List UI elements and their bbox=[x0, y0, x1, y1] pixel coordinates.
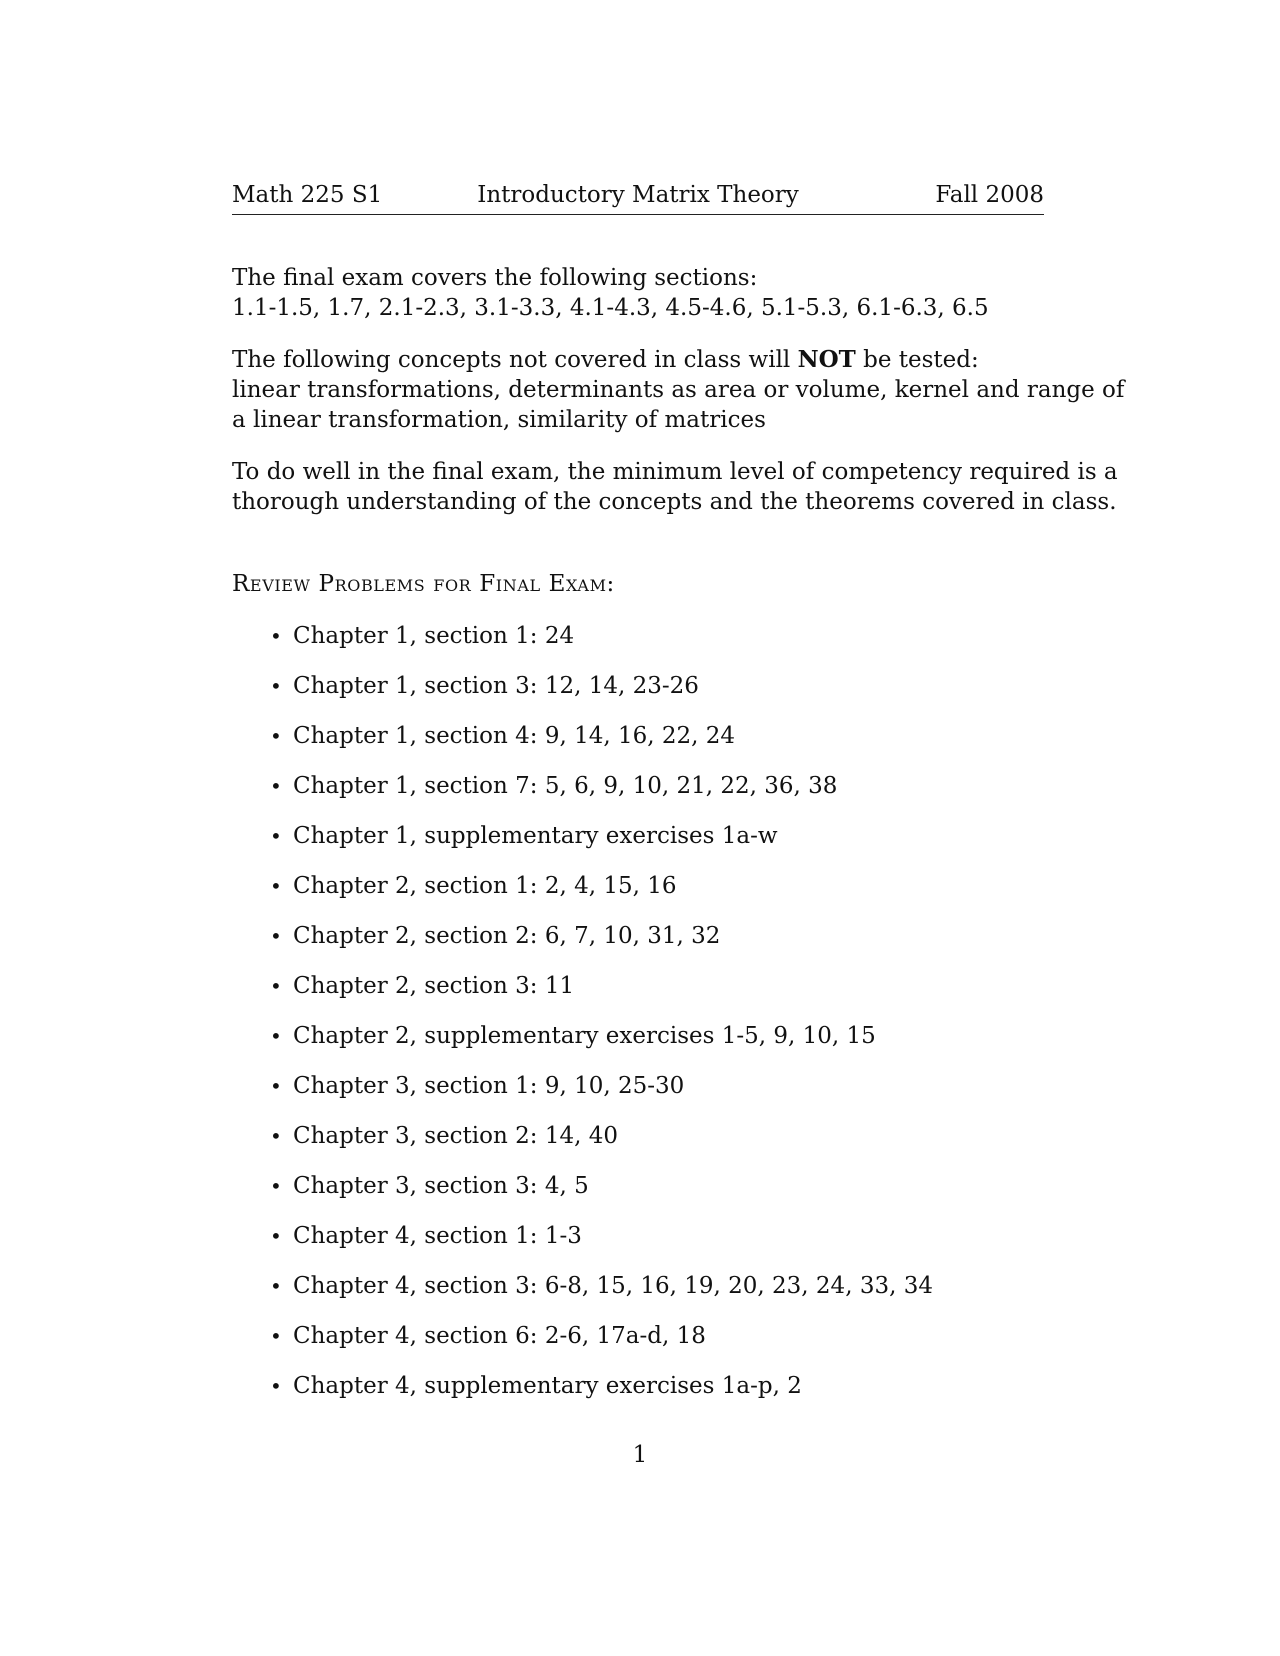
review-heading: Review Problems for Final Exam: bbox=[232, 571, 615, 597]
list-item bbox=[232, 811, 1044, 861]
bullet-icon: • bbox=[270, 1174, 282, 1198]
bullet-icon: • bbox=[270, 624, 282, 648]
bullet-icon: • bbox=[270, 1024, 282, 1048]
document-page bbox=[232, 180, 1125, 1411]
list-item bbox=[232, 861, 1044, 911]
list-item bbox=[232, 1311, 1044, 1361]
list-item-text: Chapter 1, section 4: 9, 14, 16, 22, 24 bbox=[293, 723, 736, 749]
bullet-icon: • bbox=[270, 824, 282, 848]
list-item bbox=[232, 1111, 1044, 1161]
competency-paragraph bbox=[232, 457, 1118, 517]
not-emphasis: NOT bbox=[797, 346, 856, 373]
list-item bbox=[232, 661, 1044, 711]
list-item bbox=[232, 1261, 1044, 1311]
competency-line-2: thorough understanding of the concepts and the theorems covered in class. bbox=[232, 489, 1117, 515]
list-item-text: Chapter 3, section 3: 4, 5 bbox=[293, 1173, 589, 1199]
list-item-text: Chapter 2, section 2: 6, 7, 10, 31, 32 bbox=[293, 923, 721, 949]
not-tested-suffix: be tested: bbox=[855, 347, 979, 373]
list-item-text: Chapter 1, supplementary exercises 1a-w bbox=[293, 823, 778, 849]
list-item-text: Chapter 4, section 6: 2-6, 17a-d, 18 bbox=[293, 1323, 706, 1349]
bullet-icon: • bbox=[270, 674, 282, 698]
list-item-text: Chapter 4, supplementary exercises 1a-p, 2 bbox=[293, 1373, 802, 1399]
list-item-text: Chapter 4, section 3: 6-8, 15, 16, 19, 20, 23, 24, 33, 34 bbox=[293, 1273, 933, 1299]
list-item-text: Chapter 1, section 7: 5, 6, 9, 10, 21, 22, 36, 38 bbox=[293, 773, 838, 799]
coverage-intro: The final exam covers the following sections: bbox=[232, 265, 758, 291]
review-problem-list bbox=[232, 611, 1044, 1411]
not-tested-line-1: linear transformations, determinants as area or volume, kernel and range of bbox=[232, 377, 1125, 403]
bullet-icon: • bbox=[270, 1324, 282, 1348]
coverage-paragraph bbox=[232, 263, 1044, 323]
list-item-text: Chapter 3, section 2: 14, 40 bbox=[293, 1123, 618, 1149]
list-item bbox=[232, 911, 1044, 961]
list-item bbox=[232, 961, 1044, 1011]
bullet-icon: • bbox=[270, 924, 282, 948]
term: Fall 2008 bbox=[935, 182, 1044, 208]
list-item-text: Chapter 2, supplementary exercises 1-5, 9, 10, 15 bbox=[293, 1023, 876, 1049]
list-item bbox=[232, 1161, 1044, 1211]
page-number: 1 bbox=[632, 1442, 648, 1468]
list-item bbox=[232, 611, 1044, 661]
running-header bbox=[232, 180, 1044, 215]
not-tested-intro bbox=[232, 345, 1044, 375]
coverage-sections: 1.1-1.5, 1.7, 2.1-2.3, 3.1-3.3, 4.1-4.3, 4.5-4.6, 5.1-5.3, 6.1-6.3, 6.5 bbox=[232, 295, 989, 321]
bullet-icon: • bbox=[270, 1274, 282, 1298]
list-item-text: Chapter 1, section 1: 24 bbox=[293, 623, 575, 649]
course-title: Introductory Matrix Theory bbox=[477, 182, 799, 208]
list-item-text: Chapter 3, section 1: 9, 10, 25-30 bbox=[293, 1073, 685, 1099]
list-item bbox=[232, 1011, 1044, 1061]
course-code: Math 225 S1 bbox=[232, 182, 383, 208]
bullet-icon: • bbox=[270, 724, 282, 748]
list-item-text: Chapter 4, section 1: 1-3 bbox=[293, 1223, 582, 1249]
list-item bbox=[232, 1061, 1044, 1111]
bullet-icon: • bbox=[270, 874, 282, 898]
list-item-text: Chapter 1, section 3: 12, 14, 23-26 bbox=[293, 673, 699, 699]
list-item bbox=[232, 711, 1044, 761]
bullet-icon: • bbox=[270, 1074, 282, 1098]
bullet-icon: • bbox=[270, 974, 282, 998]
list-item-text: Chapter 2, section 1: 2, 4, 15, 16 bbox=[293, 873, 677, 899]
not-tested-line-2: a linear transformation, similarity of matrices bbox=[232, 407, 766, 433]
bullet-icon: • bbox=[270, 1374, 282, 1398]
competency-line-1: To do well in the final exam, the minimum level of competency required is a bbox=[232, 459, 1118, 485]
list-item bbox=[232, 761, 1044, 811]
bullet-icon: • bbox=[270, 1224, 282, 1248]
list-item bbox=[232, 1211, 1044, 1261]
bullet-icon: • bbox=[270, 1124, 282, 1148]
not-tested-prefix: The following concepts not covered in class will bbox=[232, 347, 798, 373]
list-item bbox=[232, 1361, 1044, 1411]
not-tested-paragraph bbox=[232, 345, 1125, 435]
bullet-icon: • bbox=[270, 774, 282, 798]
list-item-text: Chapter 2, section 3: 11 bbox=[293, 973, 575, 999]
